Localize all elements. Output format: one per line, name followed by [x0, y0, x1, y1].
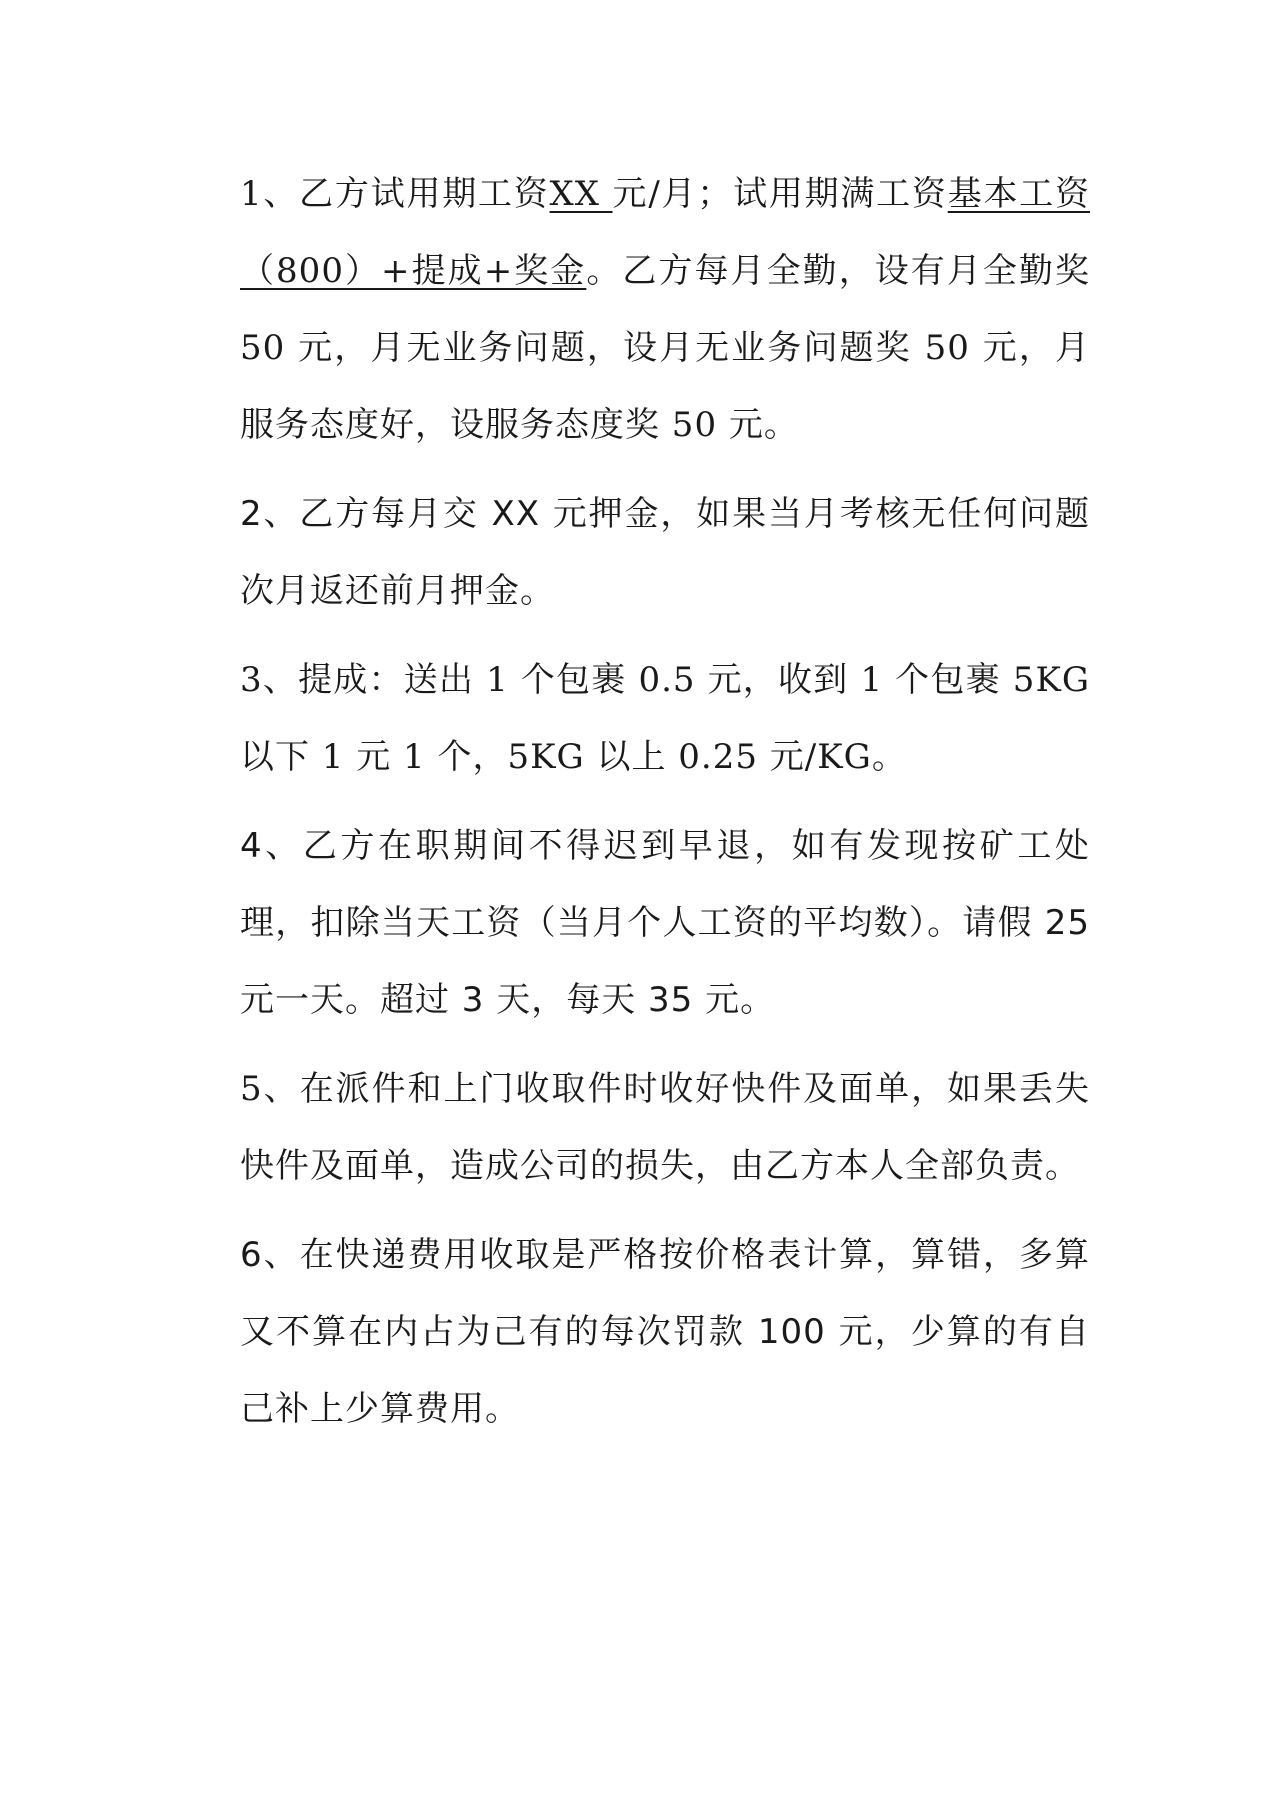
full-salary-formula: 基本工资（800）+提成+奖金 [240, 174, 1090, 291]
paragraph-6 [240, 1217, 1090, 1448]
paragraph-1-text-b: 元/月；试用期满工资 [612, 174, 948, 214]
paragraph-5 [240, 1051, 1090, 1205]
paragraph-2 [240, 476, 1090, 630]
paragraph-2-text: 2、乙方每月交 XX 元押金，如果当月考核无任何问题次月返还前月押金。 [240, 494, 1090, 611]
paragraph-3 [240, 642, 1090, 796]
trial-salary-amount: XX [549, 174, 613, 214]
paragraph-4 [240, 808, 1090, 1039]
paragraph-3-text: 3、提成：送出 1 个包裹 0.5 元，收到 1 个包裹 5KG 以下 1 元 1 个，5KG 以上 0.25 元/KG。 [240, 660, 1090, 777]
paragraph-5-text: 5、在派件和上门收取件时收好快件及面单，如果丢失快件及面单，造成公司的损失，由乙方本人全部负责。 [240, 1069, 1090, 1186]
paragraph-1 [240, 156, 1090, 464]
paragraph-6-text: 6、在快递费用收取是严格按价格表计算，算错，多算又不算在内占为己有的每次罚款 100 元，少算的有自己补上少算费用。 [240, 1235, 1090, 1429]
paragraph-4-text: 4、乙方在职期间不得迟到早退，如有发现按矿工处理，扣除当天工资（当月个人工资的平均数）。请假 25 元一天。超过 3 天，每天 35 元。 [240, 826, 1090, 1020]
paragraph-1-text-c: 。乙方每月全勤，设有月全勤奖 50 元，月无业务问题，设月无业务问题奖 50 元，月服务态度好，设服务态度奖 50 元。 [240, 251, 1091, 445]
paragraph-1-text-a: 1、乙方试用期工资 [240, 174, 550, 214]
document-body [240, 156, 1090, 1460]
